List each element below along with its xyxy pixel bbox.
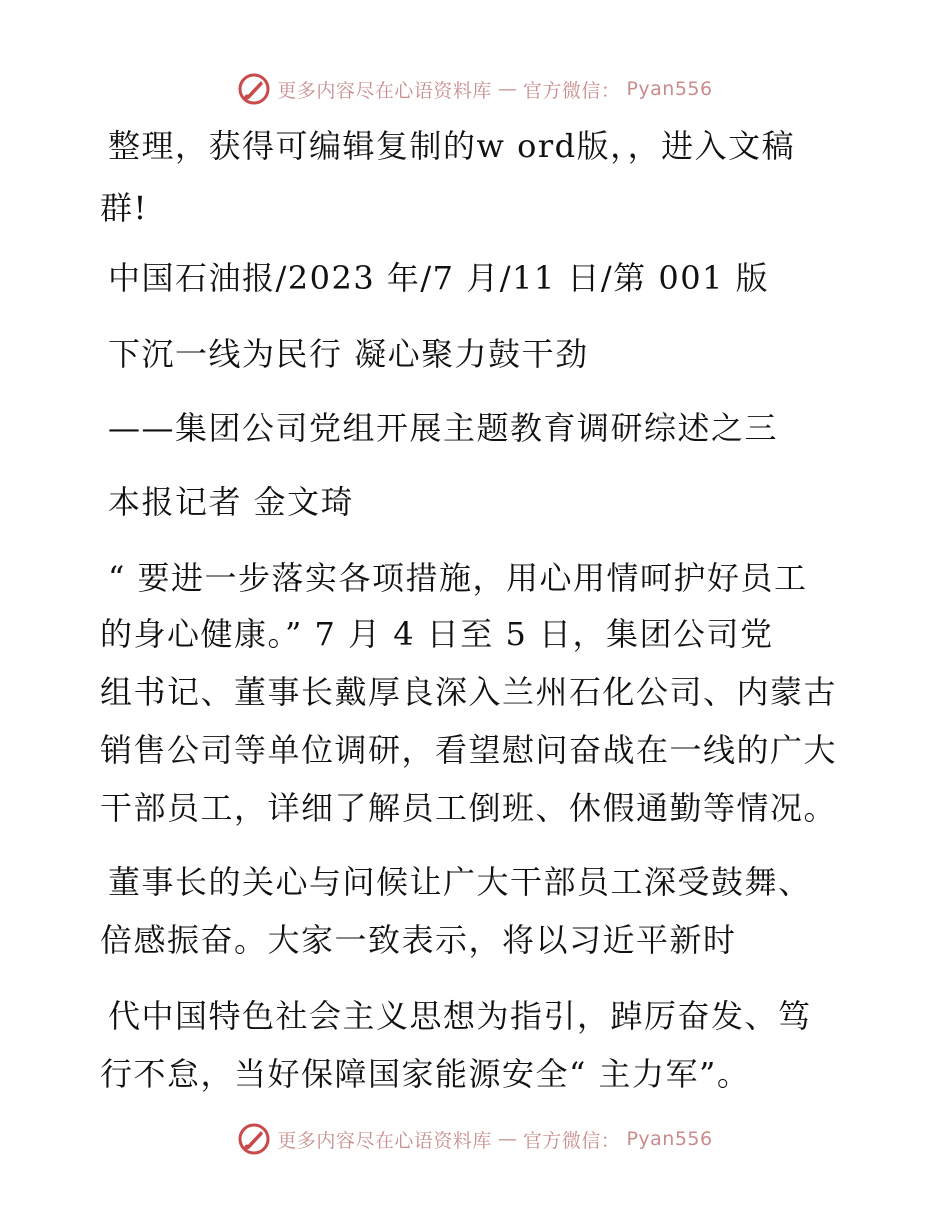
paragraph-1-line-3: 组书记、董事长戴厚良深入兰州石化公司、内蒙古 [100, 673, 838, 711]
paragraph-2-line-1: 董事长的关心与问候让广大干部员工深受鼓舞、 [108, 863, 812, 901]
watermark-wechat-label: 官方微信： [522, 1129, 621, 1152]
watermark-wechat-id: Pyan556 [626, 78, 713, 100]
paragraph-1-line-2: 的身心健康。” 7 月 4 日至 5 日，集团公司党 [100, 615, 774, 653]
article-byline: 本报记者 金文琦 [108, 483, 355, 521]
quill-logo-icon [237, 1122, 271, 1156]
watermark-wechat-id: Pyan556 [626, 1128, 713, 1150]
watermark-separator: — [497, 78, 517, 100]
watermark-text: 更多内容尽在心语资料库 [277, 79, 492, 102]
paragraph-1-line-4: 销售公司等单位调研，看望慰问奋战在一线的广大 [100, 731, 838, 769]
paragraph-3-line-2: 行不怠，当好保障国家能源安全“ 主力军”。 [100, 1055, 751, 1093]
watermark-footer [0, 1122, 950, 1156]
watermark-separator: — [497, 1128, 517, 1150]
quill-logo-icon [237, 72, 271, 106]
watermark-header [0, 72, 950, 106]
article-subtitle: ——集团公司党组开展主题教育调研综述之三 [108, 409, 779, 447]
source-line: 中国石油报/2023 年/7 月/11 日/第 001 版 [108, 259, 770, 297]
paragraph-1-line-1: “ 要进一步落实各项措施，用心用情呵护好员工 [108, 559, 808, 597]
body-line-intro-2: 群! [100, 189, 148, 227]
paragraph-2-line-2: 倍感振奋。大家一致表示，将以习近平新时 [100, 921, 737, 959]
paragraph-1-line-5: 干部员工，详细了解员工倒班、休假通勤等情况。 [100, 789, 838, 827]
watermark-text: 更多内容尽在心语资料库 [277, 1129, 492, 1152]
body-line-intro-1: 整理，获得可编辑复制的w ord版，，进入文稿 [108, 127, 796, 165]
paragraph-3-line-1: 代中国特色社会主义思想为指引，踔厉奋发、笃 [108, 997, 812, 1035]
watermark-wechat-label: 官方微信： [522, 79, 621, 102]
article-title: 下沉一线为民行 凝心聚力鼓干劲 [108, 335, 589, 373]
